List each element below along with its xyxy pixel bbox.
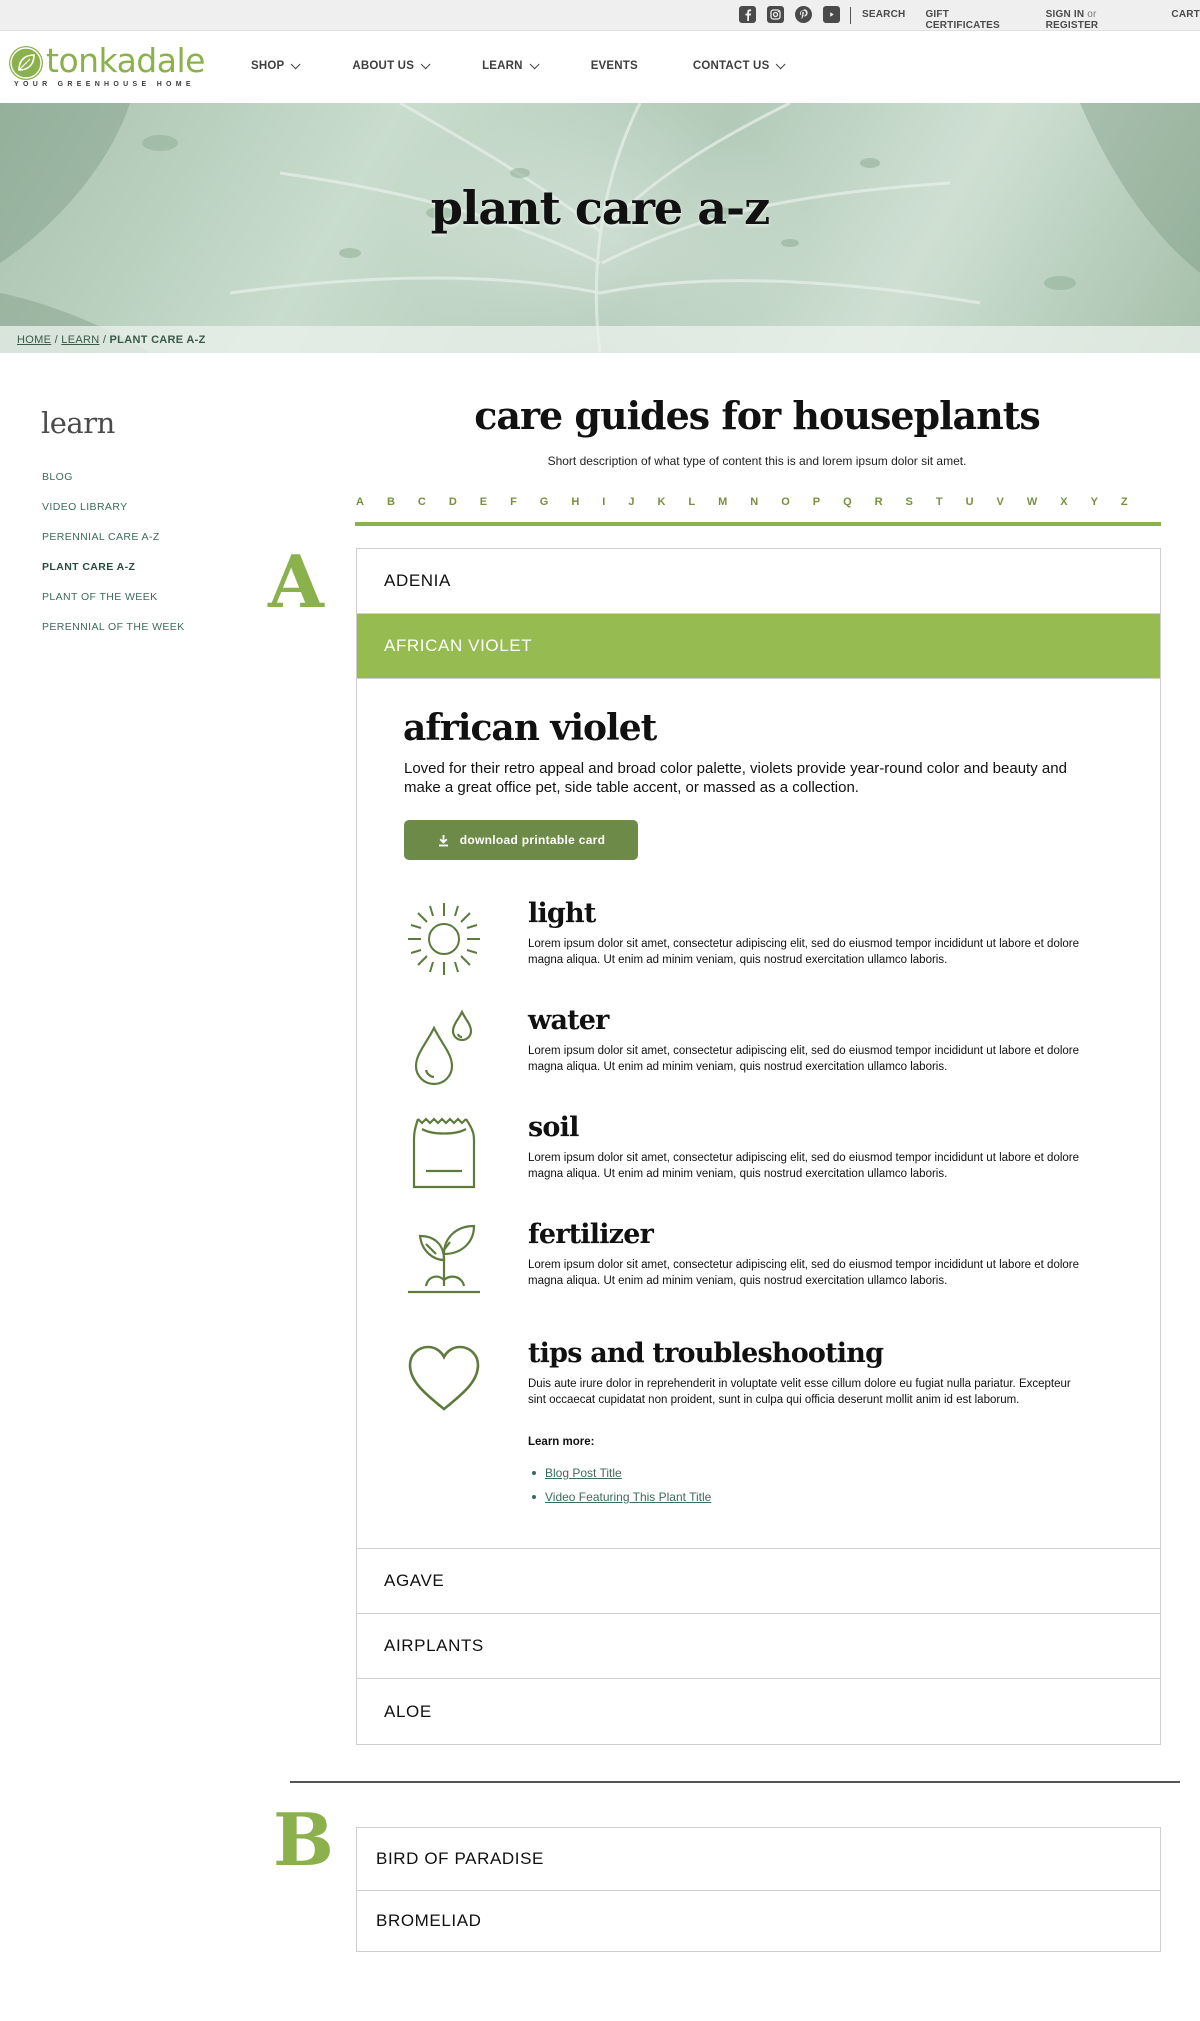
page-title: plant care a-z: [430, 181, 770, 235]
care-text: Lorem ipsum dolor sit amet, consectetur adipiscing elit, sed do eiusmod tempor incididunt ut labore et dolore magna aliqua. Ut enim ad minim veniam, quis nostrud exercitation ullamco laboris.: [528, 938, 1080, 966]
or-text: or: [1087, 9, 1097, 20]
alphabet-letter[interactable]: Z: [1120, 496, 1128, 508]
breadcrumb: [17, 334, 206, 346]
plant-title: african violet: [403, 707, 657, 749]
nav-about[interactable]: [352, 60, 427, 72]
care-text: Lorem ipsum dolor sit amet, consectetur adipiscing elit, sed do eiusmod tempor incididunt ut labore et dolore magna aliqua. Ut enim ad minim veniam, quis nostrud exercitation ullamco laboris.: [528, 1259, 1080, 1287]
gift-certificates-link[interactable]: GIFT CERTIFICATES: [925, 9, 1000, 31]
section-divider: [290, 1781, 1180, 1783]
site-header: [0, 31, 1200, 103]
utility-bar: [0, 0, 1200, 31]
sidebar-item-plant-of-the-week[interactable]: PLANT OF THE WEEK: [42, 591, 158, 603]
plant-detail-panel: [357, 679, 1160, 1549]
letter-heading-b: B: [273, 1797, 334, 1882]
nav-events[interactable]: [591, 60, 638, 72]
nav-events-label: EVENTS: [590, 60, 638, 72]
learn-more-link[interactable]: [532, 1461, 711, 1485]
utility-divider: [850, 7, 851, 24]
sign-in-link[interactable]: SIGN IN: [1045, 9, 1085, 20]
alphabet-letter[interactable]: X: [1060, 496, 1068, 508]
alphabet-letter[interactable]: M: [718, 496, 728, 508]
sidebar-item-perennial-of-the-week[interactable]: PERENNIAL OF THE WEEK: [42, 621, 185, 633]
alphabet-letter[interactable]: P: [812, 496, 821, 508]
care-title: light: [528, 898, 596, 929]
nav-learn[interactable]: [482, 60, 536, 72]
download-card-button[interactable]: [404, 820, 638, 860]
breadcrumb-separator: /: [102, 334, 107, 346]
alphabet-letter[interactable]: L: [688, 496, 696, 508]
instagram-icon[interactable]: [767, 6, 784, 23]
alphabet-letter[interactable]: E: [479, 496, 488, 508]
alphabet-letter[interactable]: D: [448, 496, 457, 508]
sidebar-item-blog[interactable]: BLOG: [42, 471, 73, 483]
alphabet-letter[interactable]: F: [510, 496, 517, 508]
learn-more-label: Learn more:: [528, 1436, 595, 1448]
social-links: [739, 6, 840, 23]
sidebar-nav: [42, 471, 185, 651]
sidebar-item-video-library[interactable]: VIDEO LIBRARY: [42, 501, 128, 513]
alphabet-letter[interactable]: Y: [1090, 496, 1098, 508]
section-title: care guides for houseplants: [474, 393, 1040, 438]
alphabet-letter[interactable]: U: [965, 496, 974, 508]
youtube-icon[interactable]: [823, 6, 840, 23]
cart-link[interactable]: CART: [1171, 9, 1200, 20]
chevron-down-icon: [291, 59, 301, 69]
sidebar-item-plant-care[interactable]: PLANT CARE A-Z: [42, 561, 136, 573]
nav-learn-label: LEARN: [482, 60, 523, 72]
accordion-item[interactable]: ALOE: [384, 1701, 432, 1721]
care-title: fertilizer: [528, 1219, 653, 1250]
plant-description: Loved for their retro appeal and broad color palette, violets provide year-round color and beauty and make a great office pet, side table accent, or massed as a collection.: [404, 760, 1067, 796]
main-navigation: [251, 60, 837, 72]
section-subtitle: Short description of what type of content this is and lorem ipsum dolor sit amet.: [547, 454, 967, 468]
pinterest-icon[interactable]: [795, 6, 812, 23]
care-text: Lorem ipsum dolor sit amet, consectetur adipiscing elit, sed do eiusmod tempor incididunt ut labore et dolore magna aliqua. Ut enim ad minim veniam, quis nostrud exercitation ullamco laboris.: [528, 1045, 1080, 1073]
alphabet-letter[interactable]: B: [386, 496, 395, 508]
breadcrumb-separator: /: [54, 334, 58, 346]
breadcrumb-learn[interactable]: LEARN: [61, 334, 100, 346]
nav-shop-label: SHOP: [251, 60, 285, 72]
alphabet-letter[interactable]: O: [781, 496, 790, 508]
care-title: water: [528, 1005, 609, 1036]
alphabet-letter[interactable]: W: [1026, 496, 1038, 508]
download-icon: [437, 834, 450, 847]
utility-links: [862, 9, 1200, 31]
alphabet-letter[interactable]: G: [539, 496, 549, 508]
nav-contact[interactable]: [693, 60, 783, 72]
hero-banner: [0, 103, 1200, 353]
alphabet-letter[interactable]: Q: [843, 496, 852, 508]
logo-wordmark: tonkadale: [46, 41, 205, 80]
accordion-item[interactable]: ADENIA: [357, 549, 1160, 614]
logo[interactable]: [9, 41, 209, 93]
water-drops-icon: [404, 1006, 484, 1086]
soil-bag-icon: [404, 1113, 484, 1193]
care-title: soil: [528, 1112, 579, 1143]
alphabet-underline: [355, 522, 1161, 526]
accordion-a: [356, 548, 1161, 1745]
alphabet-letter[interactable]: J: [628, 496, 635, 508]
alphabet-letter[interactable]: A: [356, 496, 364, 508]
nav-contact-label: CONTACT US: [692, 60, 770, 72]
register-link[interactable]: REGISTER: [1045, 20, 1099, 31]
breadcrumb-current: PLANT CARE A-Z: [109, 334, 206, 346]
breadcrumb-bar: [0, 326, 1200, 353]
alphabet-letter[interactable]: I: [602, 496, 606, 508]
learn-more-link-text: Video Featuring This Plant Title: [545, 1490, 712, 1504]
accordion-b: [356, 1827, 1161, 1952]
care-text: Lorem ipsum dolor sit amet, consectetur adipiscing elit, sed do eiusmod tempor incididunt ut labore et dolore magna aliqua. Ut enim ad minim veniam, quis nostrud exercitation ullamco laboris.: [528, 1152, 1080, 1180]
letter-heading-a: A: [268, 539, 324, 624]
alphabet-letter[interactable]: T: [935, 496, 943, 508]
alphabet-letter[interactable]: S: [905, 496, 913, 508]
alphabet-letter[interactable]: C: [417, 496, 426, 508]
chevron-down-icon: [421, 59, 431, 69]
alphabet-letter[interactable]: H: [571, 496, 580, 508]
facebook-icon[interactable]: [739, 6, 756, 23]
bullet: [532, 1495, 536, 1499]
alphabet-letter[interactable]: K: [657, 496, 666, 508]
chevron-down-icon: [776, 59, 786, 69]
sidebar-item-perennial-care[interactable]: PERENNIAL CARE A-Z: [42, 531, 160, 543]
sun-icon: [404, 899, 484, 979]
alphabet-letter[interactable]: N: [750, 496, 759, 508]
breadcrumb-home[interactable]: HOME: [17, 334, 52, 346]
learn-more-links: [532, 1461, 711, 1509]
logo-leaf-icon: [9, 46, 43, 80]
care-title: tips and troubleshooting: [528, 1338, 884, 1369]
chevron-down-icon: [529, 59, 539, 69]
alphabet-filter: [356, 496, 1160, 508]
learn-more-link[interactable]: [532, 1485, 711, 1509]
accordion-item[interactable]: AIRPLANTS: [357, 1614, 1160, 1679]
account-links: [1046, 9, 1152, 31]
nav-shop[interactable]: [251, 60, 297, 72]
alphabet-letter[interactable]: R: [874, 496, 883, 508]
logo-tagline: YOUR GREENHOUSE HOME: [14, 81, 195, 88]
accordion-item[interactable]: AGAVE: [357, 1549, 1160, 1614]
download-card-label: download printable card: [459, 833, 606, 847]
nav-about-label: ABOUT US: [352, 60, 415, 72]
accordion-item-open[interactable]: AFRICAN VIOLET: [357, 614, 1160, 679]
learn-more-link-text: Blog Post Title: [545, 1466, 622, 1480]
sidebar-title: learn: [41, 406, 115, 440]
search-link[interactable]: SEARCH: [862, 9, 906, 20]
bullet: [532, 1471, 536, 1475]
care-text: Duis aute irure dolor in reprehenderit in voluptate velit esse cillum dolore eu fugiat nulla pariatur. Excepteur sint occaecat cupidatat non proident, sunt in culpa qui officia deserunt mollit anim id est laborum.: [528, 1378, 1071, 1406]
heart-icon: [404, 1339, 484, 1419]
accordion-item[interactable]: BIRD OF PARADISE: [357, 1828, 1160, 1891]
alphabet-letter[interactable]: V: [996, 496, 1004, 508]
sprout-icon: [404, 1220, 484, 1300]
accordion-item[interactable]: BROMELIAD: [376, 1911, 482, 1930]
